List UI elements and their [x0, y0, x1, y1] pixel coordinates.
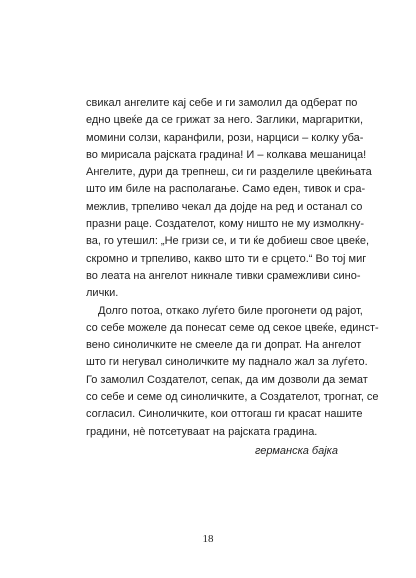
text-line: едно цвеќе да се грижат за него. Заглики, маргаритки, [86, 114, 364, 127]
text-line: во мирисала рајската градина! И – колкава мешаница! [86, 148, 367, 161]
text-line: вено синоличките не смееле да ги допрат. На ангелот [86, 339, 362, 352]
text-line: ва, го утешил: „Не гризи се, и ти ќе добиеш свое цвеќе, [86, 235, 369, 248]
text-line: во леата на ангелот никнале тивки срамежливи сино- [86, 269, 361, 282]
text-line: лички. [86, 287, 119, 300]
text-line: Ангелите, дури да трепнеш, си ги разделиле цвеќињата [86, 166, 372, 179]
text-line: Долго потоа, откако луѓето биле прогонети од рајот, [98, 304, 363, 317]
text-line: градини, нè потсетуваат на рајската градина. [86, 425, 318, 438]
text-line: што ги негувал синоличките му паднало жал за луѓето. [86, 356, 368, 369]
paragraph-2 [86, 303, 379, 441]
page-number: 18 [202, 533, 214, 545]
story-attribution: германска бајка [254, 444, 338, 457]
text-line: Го замолил Создателот, сепак, да им дозволи да земат [86, 373, 368, 386]
story-text [86, 95, 379, 460]
text-line: согласил. Синоличките, кои оттогаш ги красат нашите [86, 408, 363, 421]
text-line: свикал ангелите кај себе и ги замолил да одберат по [86, 97, 358, 109]
text-line: момини солзи, каранфили, рози, нарциси – колку уба- [86, 131, 364, 144]
text-line: што им биле на располагање. Само еден, тивок и сра- [86, 183, 366, 196]
text-line: межлив, трпеливо чекал да дојде на ред и останал со [86, 200, 363, 213]
paragraph-1 [86, 95, 372, 303]
text-line: празни раце. Создателот, кому ништо не му измолкну- [86, 218, 365, 231]
text-line: скромно и трпеливо, какво што ти е срцето.“ Во тој миг [86, 252, 367, 265]
text-line: со себе можеле да понесат семе од секое цвеќе, единст- [86, 321, 379, 334]
text-line: со себе и семе од синоличките, а Создателот, трогнат, се [86, 391, 379, 404]
